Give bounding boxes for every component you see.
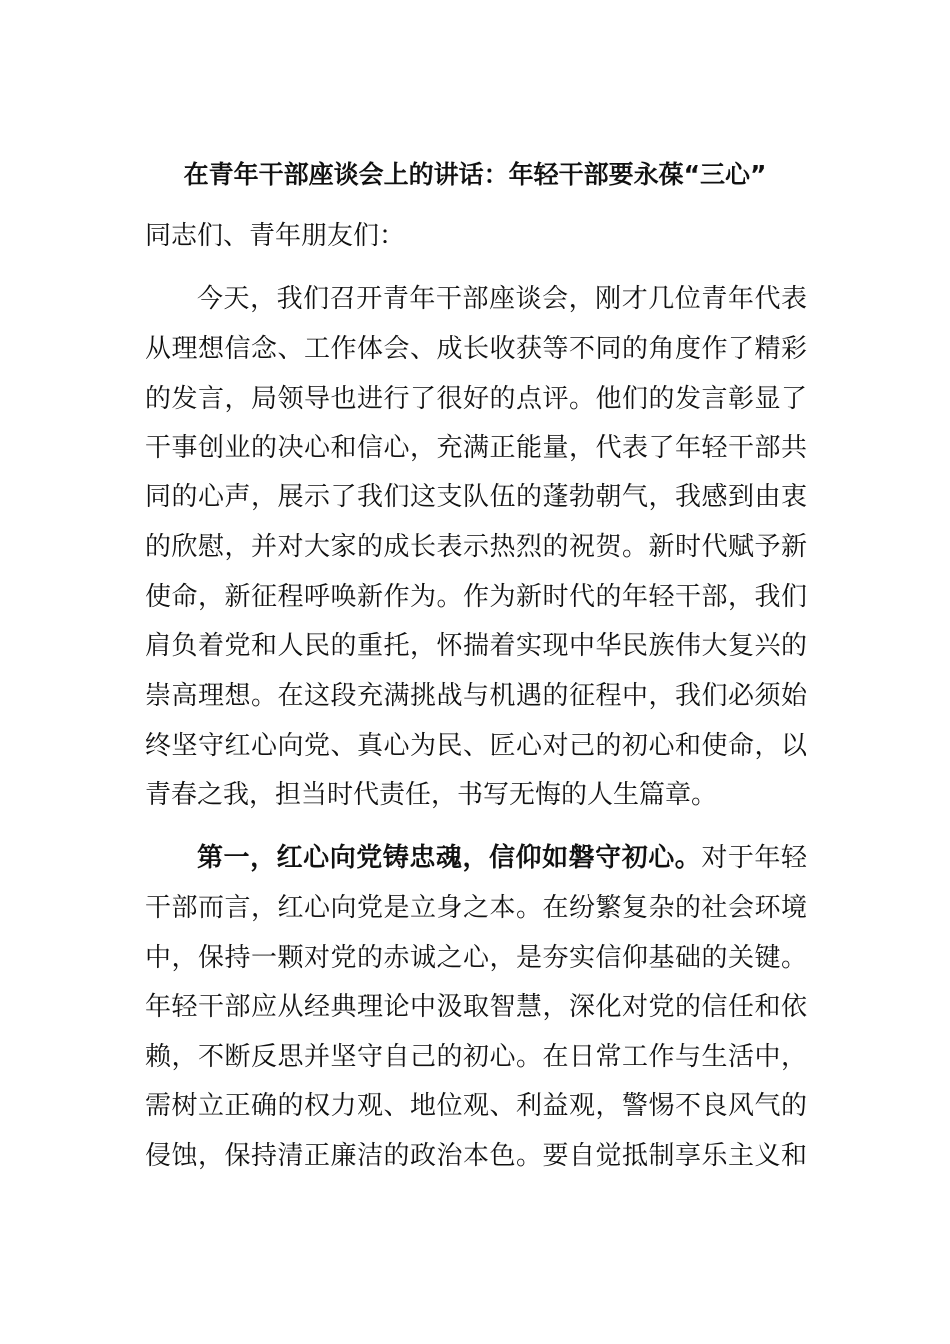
paragraph-line: 赖，不断反思并坚守自己的初心。在日常工作与生活中， (145, 1042, 807, 1072)
paragraph-line: 青春之我，担当时代责任，书写无悔的人生篇章。 (145, 780, 718, 810)
paragraph-line: 的发言，局领导也进行了很好的点评。他们的发言彰显了 (145, 384, 807, 414)
paragraph-line: 干部而言，红心向党是立身之本。在纷繁复杂的社会环境 (145, 893, 807, 923)
section-heading: 第一，红心向党铸忠魂，信仰如磐守初心。 (197, 843, 702, 873)
section-heading-continuation: 对于年轻 (701, 843, 807, 873)
paragraph-line: 年轻干部应从经典理论中汲取智慧，深化对党的信任和依 (145, 992, 807, 1022)
paragraph-line: 终坚守红心向党、真心为民、匠心对己的初心和使命，以 (145, 731, 807, 761)
paragraph-line: 从理想信念、工作体会、成长收获等不同的角度作了精彩 (145, 334, 807, 364)
paragraph-line: 使命，新征程呼唤新作为。作为新时代的年轻干部，我们 (145, 582, 807, 612)
section-first-line (197, 840, 807, 876)
paragraph-line: 崇高理想。在这段充满挑战与机遇的征程中，我们必须始 (145, 681, 807, 711)
paragraph-line: 的欣慰，并对大家的成长表示热烈的祝贺。新时代赋予新 (145, 532, 807, 562)
paragraph-line: 肩负着党和人民的重托，怀揣着实现中华民族伟大复兴的 (145, 631, 807, 661)
document-title: 在青年干部座谈会上的讲话：年轻干部要永葆“三心” (183, 160, 767, 189)
paragraph-line: 侵蚀，保持清正廉洁的政治本色。要自觉抵制享乐主义和 (145, 1141, 807, 1171)
paragraph-line: 干事创业的决心和信心，充满正能量，代表了年轻干部共 (145, 433, 807, 463)
paragraph-line: 需树立正确的权力观、地位观、利益观，警惕不良风气的 (145, 1091, 807, 1121)
paragraph-line: 同的心声，展示了我们这支队伍的蓬勃朝气，我感到由衷 (145, 482, 807, 512)
salutation: 同志们、青年朋友们： (145, 221, 406, 251)
paragraph-line: 今天，我们召开青年干部座谈会，刚才几位青年代表 (197, 284, 807, 314)
paragraph-line: 中，保持一颗对党的赤诚之心，是夯实信仰基础的关键。 (145, 943, 807, 973)
